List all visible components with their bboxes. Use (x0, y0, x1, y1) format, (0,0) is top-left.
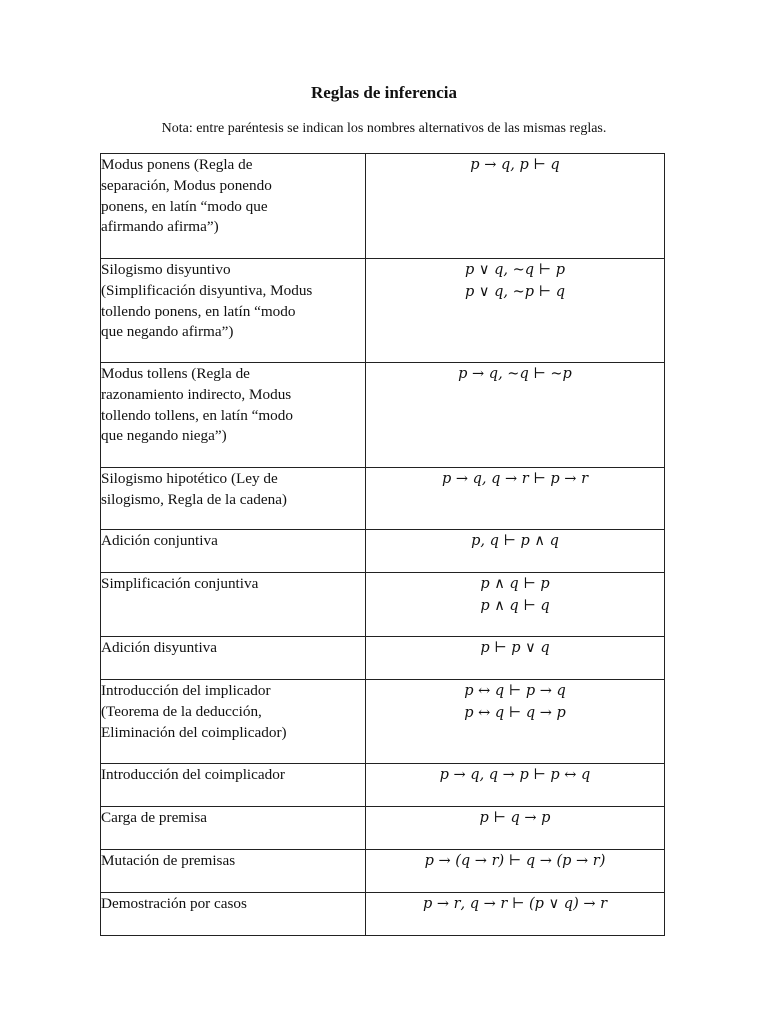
inference-rules-body (101, 154, 665, 936)
table-row (101, 259, 665, 363)
rule-formula: 𝑝 ⊢ 𝑞 → 𝑝 (479, 810, 551, 826)
rule-name-cell (101, 637, 366, 680)
rule-formula: 𝑝 → 𝑞, ~𝑞 ⊢ ~𝑝 (458, 366, 572, 382)
table-row (101, 680, 665, 764)
rule-name: Silogismo disyuntivo (Simplificación disyuntiva, Modus tollendo ponens, en latín “modo que negando afirma”) (101, 261, 313, 341)
rule-name: Modus tollens (Regla de razonamiento indirecto, Modus tollendo tollens, en latín “modo que negando niega”) (101, 365, 293, 445)
table-row (101, 154, 665, 259)
rule-name-cell (101, 764, 366, 807)
rule-formula: 𝑝 → 𝑞, 𝑝 ⊢ 𝑞 (470, 157, 560, 173)
rule-formula-cell (366, 468, 665, 530)
rule-formula: 𝑝 ∨ 𝑞, ~𝑞 ⊢ 𝑝 (464, 262, 565, 278)
rule-name-cell (101, 530, 366, 573)
rule-name-cell (101, 850, 366, 893)
rule-formula: 𝑝, 𝑞 ⊢ 𝑝 ∧ 𝑞 (471, 533, 559, 549)
rule-name: Silogismo hipotético (Ley de silogismo, Regla de la cadena) (101, 470, 287, 508)
rule-name: Introducción del implicador (Teorema de la deducción, Eliminación del coimplicador) (101, 682, 287, 741)
rule-formula-cell (366, 530, 665, 573)
rule-formula-cell (366, 850, 665, 893)
rule-formula: 𝑝 → (𝑞 → 𝑟) ⊢ 𝑞 → (𝑝 → 𝑟) (424, 853, 606, 869)
inference-rules-table (100, 153, 665, 936)
rule-name-cell (101, 468, 366, 530)
rule-formula-cell (366, 807, 665, 850)
rule-formula: 𝑝 → 𝑟, 𝑞 → 𝑟 ⊢ (𝑝 ∨ 𝑞) → 𝑟 (422, 896, 608, 912)
rule-name: Adición disyuntiva (101, 639, 218, 656)
rule-formula: 𝑝 → 𝑞, 𝑞 → 𝑟 ⊢ 𝑝 → 𝑟 (442, 471, 588, 487)
rule-name-cell (101, 680, 366, 764)
rule-name: Demostración por casos (101, 895, 247, 912)
page-title: Reglas de inferencia (310, 83, 458, 102)
table-row (101, 807, 665, 850)
rule-formula: 𝑝 ∧ 𝑞 ⊢ 𝑝 (480, 576, 550, 592)
rule-formula: 𝑝 ∨ 𝑞, ~𝑝 ⊢ 𝑞 (464, 284, 565, 300)
table-row (101, 850, 665, 893)
rule-formula-cell (366, 363, 665, 468)
rule-formula-cell (366, 764, 665, 807)
table-row (101, 573, 665, 637)
table-row (101, 893, 665, 936)
rule-name: Modus ponens (Regla de separación, Modus ponendo ponens, en latín “modo que afirmando afirma”) (101, 156, 272, 236)
rule-formula-cell (366, 680, 665, 764)
rule-formula-cell (366, 893, 665, 936)
rule-name: Simplificación conjuntiva (101, 575, 259, 592)
rule-name: Introducción del coimplicador (101, 766, 285, 783)
rule-name: Mutación de premisas (101, 852, 236, 869)
rule-formula: 𝑝 ↔ 𝑞 ⊢ 𝑞 → 𝑝 (464, 705, 566, 721)
rule-name-cell (101, 154, 366, 259)
rule-formula-cell (366, 154, 665, 259)
rule-formula-cell (366, 259, 665, 363)
rule-name: Adición conjuntiva (101, 532, 218, 549)
rule-formula: 𝑝 ⊢ 𝑝 ∨ 𝑞 (480, 640, 550, 656)
table-row (101, 764, 665, 807)
table-row (101, 637, 665, 680)
rule-formula-cell (366, 637, 665, 680)
table-row (101, 363, 665, 468)
rule-name-cell (101, 807, 366, 850)
rule-name-cell (101, 363, 366, 468)
rule-formula-cell (366, 573, 665, 637)
page-note: Nota: entre paréntesis se indican los nombres alternativos de las mismas reglas. (161, 121, 607, 136)
rule-name-cell (101, 259, 366, 363)
rule-name-cell (101, 893, 366, 936)
rule-name-cell (101, 573, 366, 637)
rule-formula: 𝑝 ∧ 𝑞 ⊢ 𝑞 (480, 598, 550, 614)
table-row (101, 530, 665, 573)
rule-formula: 𝑝 → 𝑞, 𝑞 → 𝑝 ⊢ 𝑝 ↔ 𝑞 (439, 767, 591, 783)
rule-name: Carga de premisa (101, 809, 207, 826)
rule-formula: 𝑝 ↔ 𝑞 ⊢ 𝑝 → 𝑞 (464, 683, 566, 699)
table-row (101, 468, 665, 530)
